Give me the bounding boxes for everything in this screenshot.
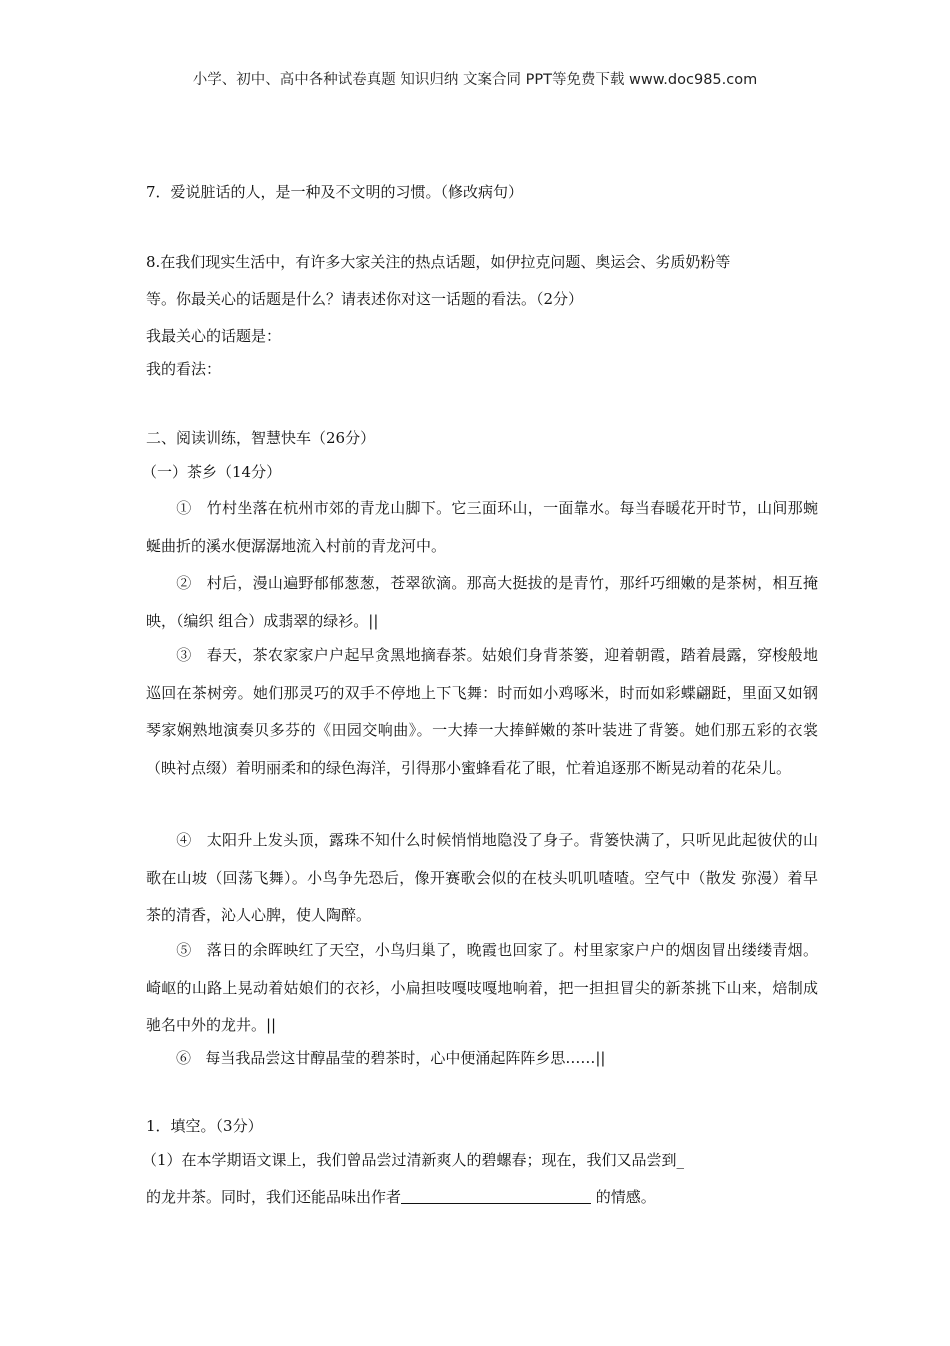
question-1-line-2-prefix: 的龙井茶。同时，我们还能品味出作者 — [146, 1188, 402, 1206]
page-header: 小学、初中、高中各种试卷真题 知识归纳 文案合同 PPT等免费下载 www.doc985.com — [192, 72, 758, 88]
question-1-line-2-suffix: 的情感。 — [591, 1188, 656, 1206]
paragraph-6 — [146, 1040, 818, 1078]
paragraph-6-num: ⑥ — [176, 1049, 192, 1067]
paragraph-1-num: ① — [176, 499, 192, 517]
question-1-line-2 — [146, 1186, 826, 1207]
opinion-label: 我的看法： — [146, 360, 222, 378]
paragraph-5-num: ⑤ — [176, 941, 192, 959]
question-8-line-1: 8.在我们现实生活中，有许多大家关注的热点话题，如伊拉克问题、奥运会、劣质奶粉等 — [146, 253, 731, 271]
passage-title: （一）茶乡（14分） — [142, 463, 282, 481]
paragraph-1 — [146, 490, 818, 565]
question-1-line-1: （1）在本学期语文课上，我们曾品尝过清新爽人的碧螺春；现在，我们又品尝到_ — [142, 1151, 685, 1169]
paragraph-2 — [146, 565, 818, 640]
question-8-line-2: 等。你最关心的话题是什么？请表述你对这一话题的看法。（2分） — [146, 290, 584, 308]
section-2-title: 二、阅读训练，智慧快车（26分） — [146, 429, 376, 447]
topic-label: 我最关心的话题是： — [146, 327, 282, 345]
paragraph-4 — [146, 822, 818, 935]
paragraph-5-text: 落日的余晖映红了天空，小鸟归巢了，晚霞也回家了。村里家家户户的烟囱冒出缕缕青烟。崎岖的山路上晃动着姑娘们的衣衫，小扁担吱嘎吱嘎地响着，把一担担冒尖的新茶挑下山来，焙制成驰名中外的龙井。|| — [146, 941, 818, 1034]
paragraph-3-num: ③ — [176, 646, 192, 664]
paragraph-2-num: ② — [176, 574, 192, 592]
paragraph-6-text: 每当我品尝这甘醇晶莹的碧茶时，心中便涌起阵阵乡思……|| — [205, 1049, 606, 1067]
answer-blank[interactable] — [401, 1187, 591, 1204]
paragraph-3 — [146, 637, 818, 787]
paragraph-3-text: 春天，茶农家家户户起早贪黑地摘春茶。姑娘们身背茶篓，迎着朝霞，踏着晨露，穿梭般地巡回在茶树旁。她们那灵巧的双手不停地上下飞舞：时而如小鸡啄米，时而如彩蝶翩跹，里面又如钢琴家娴熟地演奏贝多芬的《田园交响曲》。一大捧一大捧鲜嫩的茶叶装进了背篓。她们那五彩的衣裳（映衬点缀）着明丽柔和的绿色海洋，引得那小蜜蜂看花了眼，忙着追逐那不断晃动着的花朵儿。 — [146, 646, 818, 777]
question-7: 7．爱说脏话的人，是一种及不文明的习惯。（修改病句） — [146, 183, 524, 201]
paragraph-2-text: 村后，漫山遍野郁郁葱葱，苍翠欲滴。那高大挺拔的是青竹，那纤巧细嫩的是茶树，相互掩映，（编织 组合）成翡翠的绿衫。|| — [146, 574, 818, 630]
paragraph-1-text: 竹村坐落在杭州市郊的青龙山脚下。它三面环山，一面靠水。每当春暖花开时节，山间那蜿蜒曲折的溪水便潺潺地流入村前的青龙河中。 — [146, 499, 818, 555]
question-1-title: 1．填空。（3分） — [146, 1117, 263, 1135]
paragraph-5 — [146, 932, 818, 1045]
paragraph-4-num: ④ — [176, 831, 192, 849]
paragraph-4-text: 太阳升上发头顶，露珠不知什么时候悄悄地隐没了身子。背篓快满了，只听见此起彼伏的山歌在山坡（回荡飞舞）。小鸟争先恐后，像开赛歌会似的在枝头叽叽喳喳。空气中（散发 弥漫）着早茶的清香，沁人心脾，使人陶醉。 — [146, 831, 818, 924]
